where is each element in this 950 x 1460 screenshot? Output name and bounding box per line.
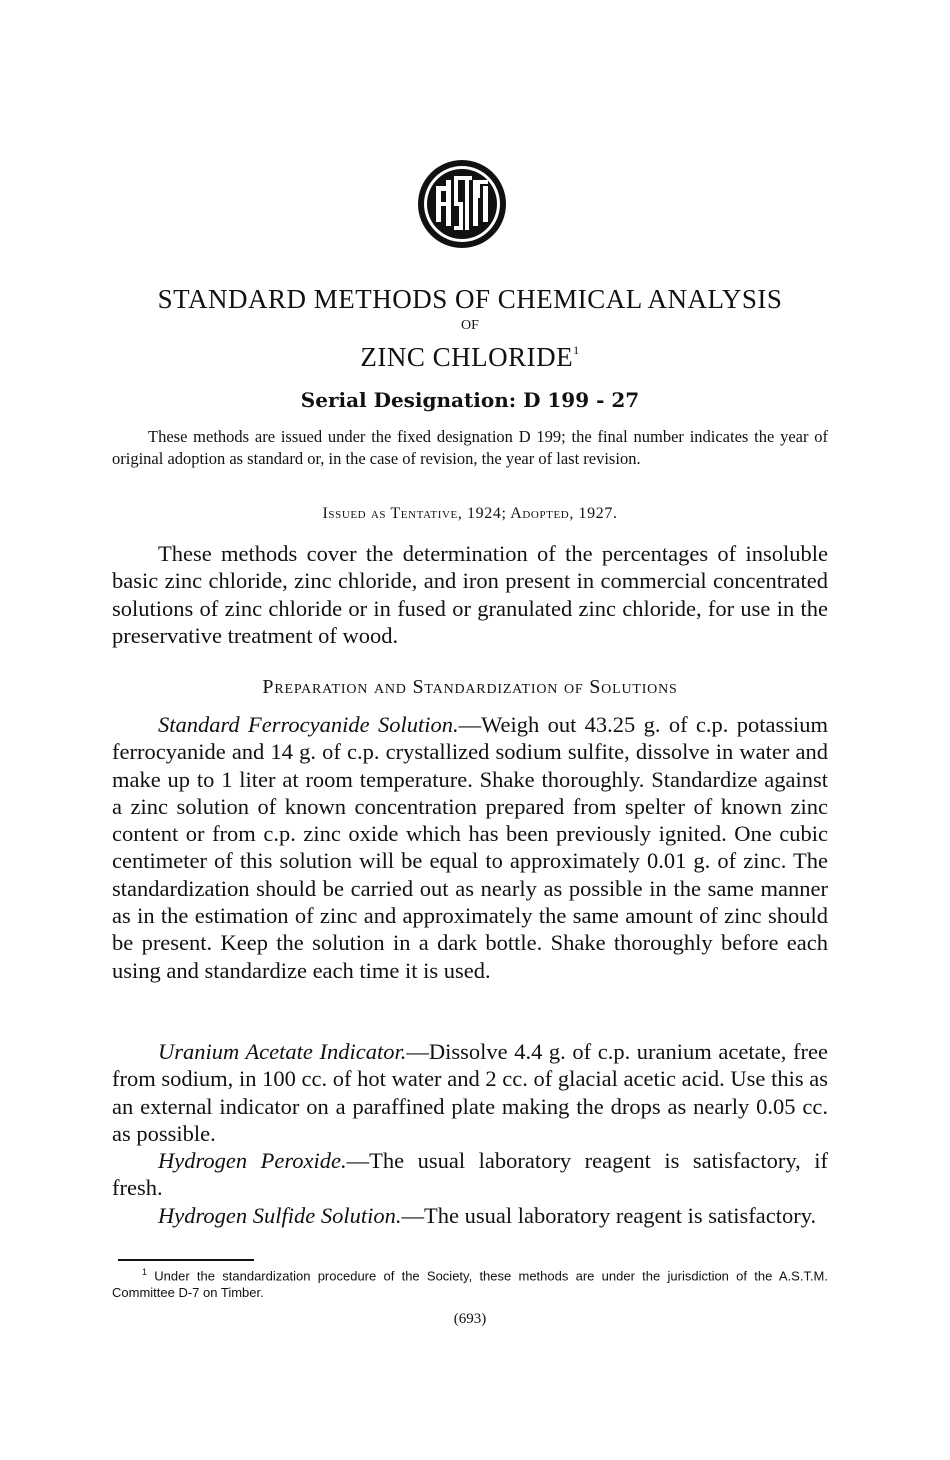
footnote-text: Under the standardization procedure of the Society, these methods are under the jurisdiction of the A.S.T.M. Committee D-7 on Timber. [112, 1268, 828, 1301]
paragraph-body: —The usual laboratory reagent is satisfactory, if fresh. [112, 1148, 828, 1201]
paragraph-body: —Dissolve 4.4 g. of c.p. uranium acetate, free from sodium, in 100 cc. of hot water and 2 cc. of glacial acetic acid. Use this as an external indicator on a paraffined plate making the drops as nearly 0.05 cc. as possible. [112, 1039, 828, 1146]
footnote-divider [118, 1259, 254, 1261]
serial-designation: Serial Designation: D 199 - 27 [300, 388, 640, 412]
paragraph-heading: Hydrogen Sulfide Solution. [158, 1203, 402, 1228]
page-number: (693) [453, 1311, 487, 1327]
footnote [112, 1264, 828, 1301]
paragraph-body: —Weigh out 43.25 g. of c.p. potassium ferrocyanide and 14 g. of c.p. crystallized sodium sulfite, dissolve in water and make up to 1 liter at room temperature. Shake thoroughly. Standardize against a zinc solution of known concentration prepared from spelter of known zinc content or from c.p. zinc oxide which has been previously ignited. One cubic centimeter of this solution will be equal to approximately 0.01 g. of zinc. The standardization should be carried out as nearly as possible in the same manner as in the estimation of zinc and approximately the same amount of zinc should be present. Keep the solution in a dark bottle. Shake thoroughly before each using and standardize each time it is used. [112, 712, 829, 983]
astm-seal-icon [416, 158, 508, 250]
footnote-number: 1 [142, 1267, 148, 1277]
paragraph-body: —The usual laboratory reagent is satisfactory. [401, 1203, 817, 1228]
paragraph-uranium-acetate [112, 1038, 828, 1147]
paragraph-heading: Hydrogen Peroxide. [158, 1148, 347, 1173]
document-page [112, 0, 828, 1460]
intro-paragraph: These methods cover the determination of the percentages of insoluble basic zinc chloride, zinc chloride, and iron present in commercial concentrated solutions of zinc chloride or in fused or granulated zinc chloride, for use in the preservative treatment of wood. [112, 541, 828, 648]
subtitle [112, 342, 828, 373]
designation-note: These methods are issued under the fixed designation D 199; the final number indicates the year of original adoption as standard or, in the case of revision, the year of last revision. [112, 427, 828, 468]
section-heading: Preparation and Standardization of Solutions [262, 676, 678, 698]
astm-logo [416, 158, 508, 250]
paragraph-ferrocyanide [112, 711, 828, 984]
footnote-marker: 1 [573, 343, 580, 357]
paragraph-hydrogen-peroxide [112, 1147, 828, 1202]
subtitle-text: ZINC CHLORIDE [360, 342, 574, 372]
main-title: STANDARD METHODS OF CHEMICAL ANALYSIS [157, 284, 783, 314]
paragraph-heading: Uranium Acetate Indicator. [158, 1039, 407, 1064]
paragraph-hydrogen-sulfide [112, 1202, 828, 1229]
issued-line: Issued as Tentative, 1924; Adopted, 1927. [322, 505, 618, 522]
title-connector: OF [461, 318, 479, 333]
paragraph-heading: Standard Ferrocyanide Solution. [158, 712, 459, 737]
